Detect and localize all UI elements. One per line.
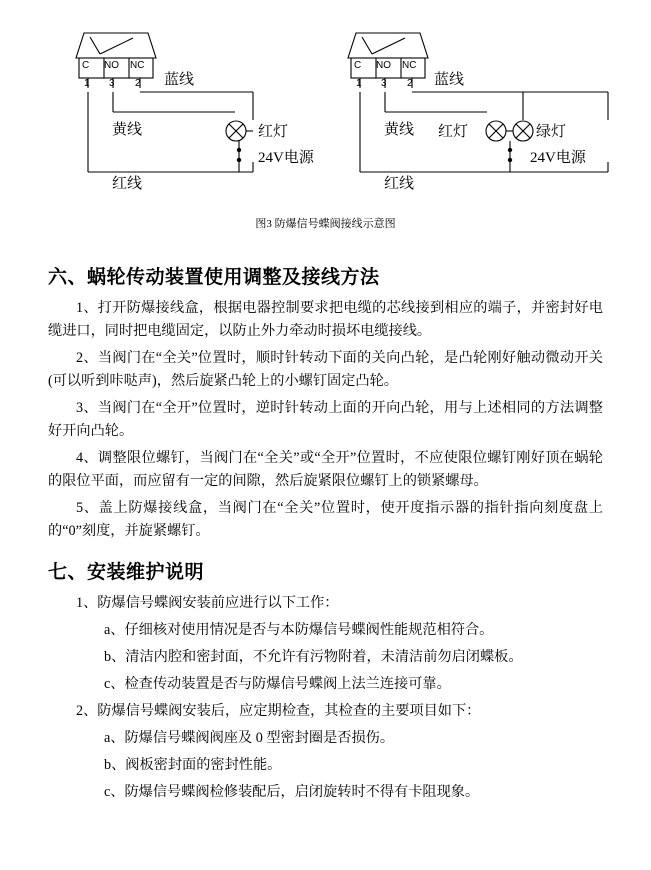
blue-wire-label-right: 蓝线 [434,72,465,88]
terminal-label-nc-right: NC [402,60,417,71]
list-item: a、防爆信号蝶阀阀座及 0 型密封圈是否损伤。 [104,730,395,746]
paragraph: 5、盖上防爆接线盒，当阀门在“全关”位置时，使开度指示器的指针指向刻度盘上的“0”刻度，并旋紧螺钉。 [48,500,603,539]
red-wire-label-right: 红线 [384,176,415,192]
list-item: 1、防爆信号蝶阀安装前应进行以下工作： [76,595,339,611]
yellow-wire-label-right: 黄线 [384,122,415,138]
list-item: c、检查传动装置是否与防爆信号蝶阀上法兰连接可靠。 [104,676,451,692]
list-item: a、仔细核对使用情况是否与本防爆信号蝶阀性能规范相符合。 [104,622,494,638]
blue-wire-label-left: 蓝线 [164,72,195,88]
power-label-left: 24V电源 [258,150,314,166]
terminal-number-3-right: 3 [381,78,387,89]
terminal-number-2-left: 2 [135,78,141,89]
wiring-figure [0,0,651,230]
paragraph: 3、当阀门在“全开”位置时，逆时针转动上面的开向凸轮，用与上述相同的方法调整好开向凸轮。 [48,400,603,439]
list-item: c、防爆信号蝶阀检修装配后，启闭旋转时不得有卡阻现象。 [104,784,480,800]
paragraph: 1、打开防爆接线盒，根据电器控制要求把电缆的芯线接到相应的端子，并密封好电缆进口，同时把电缆固定，以防止外力牵动时损坏电缆接线。 [48,300,603,339]
terminal-label-no-left: NO [104,60,119,71]
terminal-number-1-right: 1 [356,78,362,89]
power-label-right: 24V电源 [530,150,586,166]
green-lamp-label-right: 绿灯 [536,124,567,140]
terminal-number-2-right: 2 [407,78,413,89]
section-heading-7: 七、安装维护说明 [48,562,205,583]
terminal-label-c-left: C [82,60,90,71]
red-lamp-label-left: 红灯 [258,124,289,140]
paragraph: 2、当阀门在“全关”位置时，顺时针转动下面的关向凸轮，是凸轮刚好触动微动开关(可以听到咔哒声)，然后旋紧凸轮上的小螺钉固定凸轮。 [48,350,603,389]
terminal-label-no-right: NO [376,60,391,71]
terminal-number-1-left: 1 [84,78,90,89]
yellow-wire-label-left: 黄线 [112,122,143,138]
terminal-label-nc-left: NC [130,60,145,71]
red-wire-label-left: 红线 [112,176,143,192]
paragraph: 4、调整限位螺钉，当阀门在“全关”或“全开”位置时，不应使限位螺钉刚好顶在蜗轮的限位平面，而应留有一定的间隙，然后旋紧限位螺钉上的锁紧螺母。 [48,450,603,489]
wiring-diagram-svg [0,0,651,212]
list-item: b、清洁内腔和密封面，不允许有污物附着，未清洁前勿启闭蝶板。 [104,649,523,665]
list-item: 2、防爆信号蝶阀安装后，应定期检查，其检查的主要项目如下： [76,703,481,719]
terminal-number-3-left: 3 [109,78,115,89]
terminal-label-c-right: C [354,60,362,71]
figure-caption: 图3 防爆信号蝶阀接线示意图 [255,218,396,230]
red-lamp-label-right: 红灯 [438,124,469,140]
list-item: b、阀板密封面的密封性能。 [104,757,282,773]
document-body [0,248,651,808]
section-heading-6: 六、蜗轮传动装置使用调整及接线方法 [48,267,380,288]
